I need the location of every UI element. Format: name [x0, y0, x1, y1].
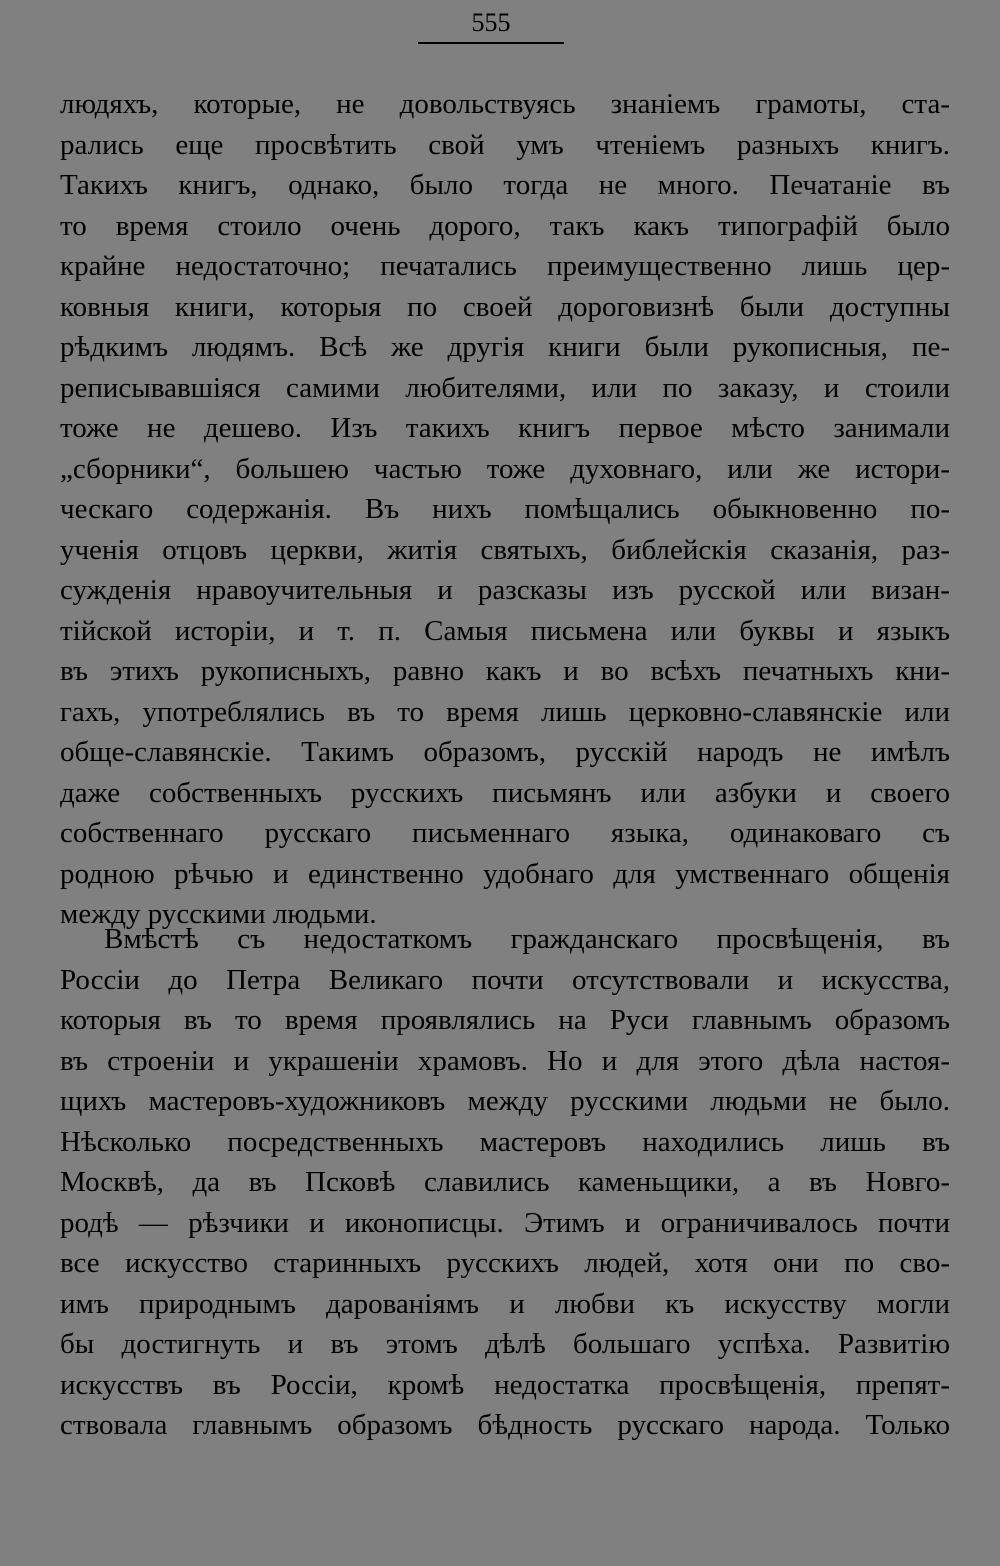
page-number: 555	[471, 8, 511, 37]
paragraph	[60, 84, 950, 935]
text-line: собственнаго русскаго письменнаго языка, одинаковаго съ	[60, 817, 950, 849]
text-line: крайне недостаточно; печатались преимущественно лишь цер-	[60, 250, 950, 282]
text-line: людяхъ, которые, не довольствуясь знаніемъ грамоты, ста-	[60, 88, 950, 120]
text-line: „сборники“, большею частью тоже духовнаго, или же истори-	[60, 452, 950, 485]
paragraph	[60, 919, 950, 1446]
text-line: реписывавшіяся самими любителями, или по заказу, и стоили	[60, 371, 950, 404]
text-line: тоже не дешево. Изъ такихъ книгъ первое мѣсто занимали	[60, 412, 950, 444]
text-line: обще-славянскіе. Такимъ образомъ, русскій народъ не имѣлъ	[60, 736, 950, 768]
text-line: бы достигнуть и въ этомъ дѣлѣ большаго успѣха. Развитію	[60, 1328, 950, 1360]
text-line: Вмѣстѣ съ недостаткомъ гражданскаго просвѣщенія, въ	[104, 923, 950, 955]
text-line: ученія отцовъ церкви, житія святыхъ, библейскія сказанія, раз-	[60, 533, 950, 566]
text-line: въ строеніи и украшеніи храмовъ. Но и для этого дѣла настоя-	[60, 1044, 950, 1077]
text-line: щихъ мастеровъ-художниковъ между русскими людьми не было.	[60, 1085, 950, 1117]
text-line: въ этихъ рукописныхъ, равно какъ и во всѣхъ печатныхъ кни-	[60, 655, 950, 687]
text-line: все искусство старинныхъ русскихъ людей, хотя они по сво-	[60, 1247, 950, 1279]
page-number-rule	[418, 42, 564, 44]
text-line: Москвѣ, да въ Псковѣ славились каменьщики, а въ Новго-	[60, 1166, 950, 1198]
text-line: Нѣсколько посредственныхъ мастеровъ находились лишь въ	[60, 1125, 950, 1158]
text-line: гахъ, употреблялись въ то время лишь церковно-славянскіе или	[60, 695, 950, 728]
text-line: которыя въ то время проявлялись на Руси главнымъ образомъ	[60, 1004, 950, 1036]
text-line: ковныя книги, которыя по своей дороговизнѣ были доступны	[60, 290, 950, 323]
text-line: то время стоило очень дорого, такъ какъ типографій было	[60, 209, 950, 242]
text-line: даже собственныхъ русскихъ письмянъ или азбуки и своего	[60, 776, 950, 809]
text-line: ческаго содержанія. Въ нихъ помѣщались обыкновенно по-	[60, 493, 950, 525]
text-line: имъ природнымъ дарованіямъ и любви къ искусству могли	[60, 1287, 950, 1320]
text-line: сужденія нравоучительныя и разсказы изъ русской или визан-	[60, 574, 950, 606]
text-line: Россіи до Петра Великаго почти отсутствовали и искусства,	[60, 963, 950, 996]
text-line: родѣ — рѣзчики и иконописцы. Этимъ и ограничивалось почти	[60, 1206, 950, 1239]
text-line: родною рѣчью и единственно удобнаго для умственнаго общенія	[60, 857, 950, 890]
text-line: рѣдкимъ людямъ. Всѣ же другія книги были рукописныя, пе-	[60, 331, 950, 363]
text-line: Такихъ книгъ, однако, было тогда не много. Печатаніе въ	[60, 169, 950, 201]
text-line: ствовала главнымъ образомъ бѣдность русскаго народа. Только	[60, 1409, 950, 1441]
text-line: искусствъ въ Россіи, кромѣ недостатка просвѣщенія, препят-	[60, 1368, 950, 1401]
text-line: рались еще просвѣтить свой умъ чтеніемъ разныхъ книгъ.	[60, 128, 950, 161]
text-line: тійской исторіи, и т. п. Самыя письмена или буквы и языкъ	[60, 614, 950, 647]
text-line: между русскими людьми.	[60, 898, 377, 930]
